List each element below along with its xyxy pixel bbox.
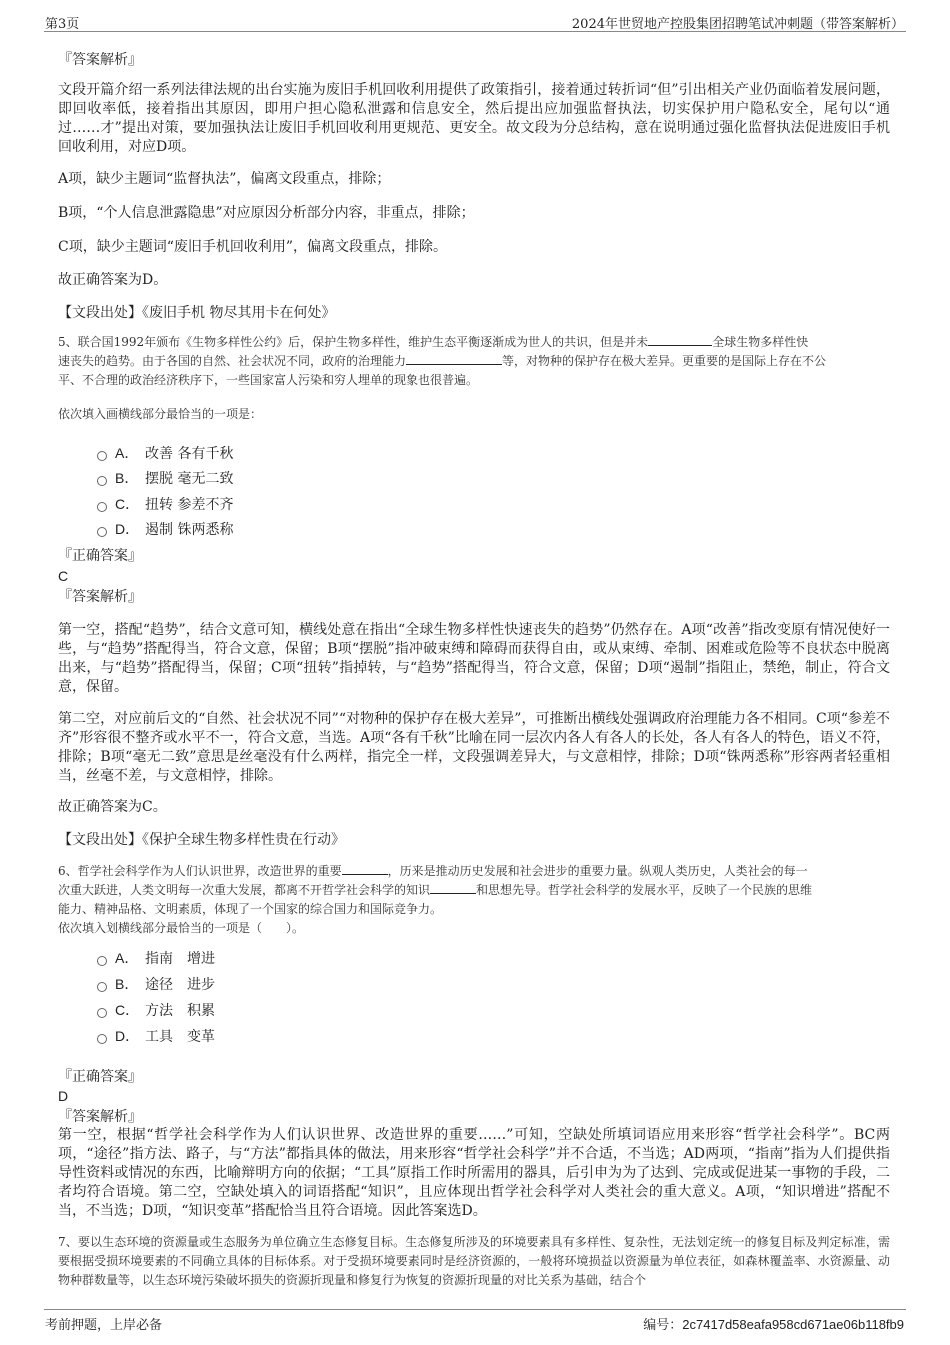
q6-stem-part: 能力、精神品格、文明素质，体现了一个国家的综合国力和国际竞争力。 xyxy=(58,902,443,916)
q5-blank-2 xyxy=(406,352,502,365)
q7-stem: 7、要以生态环境的资源量或生态服务为单位确立生态修复目标。生态修复所涉及的环境要素具有多样性、复杂性，无法划定统一的修复目标及判定标准，需要根据受损环境要素的不同确立具体的目标体系。对于受损环境要素同时是经济资源的，一般将环境损益以资源量为单位表征，如森林覆盖率、水资源量、动物种群数量等，以生态环境污染破坏损失的资源折现量和修复行为恢复的资源折现量的对比关系为基础，结合个 xyxy=(58,1235,890,1287)
q5-analysis-paragraph-1: 第一空，搭配“趋势”，结合文意可知，横线处意在指出“全球生物多样性快速丧失的趋势”仍然存在。A项“改善”指改变原有情况使好一些，与“趋势”搭配得当，符合文意，保留；B项“摆脱”指冲破束缚和障碍而获得自由，或从束缚、牵制、困难或危险等不良状态中脱离出来，与“趋势”搭配得当，保留；C项“扭转”指掉转，与“趋势”搭配得当，符合文意，保留；D项“遏制”指阻止，禁绝，制止，符合文意，保留。 xyxy=(58,622,890,695)
footer-rule xyxy=(44,1309,906,1310)
q5-source: 【文段出处】《保护全球生物多样性贵在行动》 xyxy=(58,832,345,848)
q6-blank-1 xyxy=(342,862,388,875)
q5-answer: C xyxy=(58,568,69,584)
q5-stem-part: 速丧失的趋势。由于各国的自然、社会状况不同，政府的治理能力 xyxy=(58,354,407,368)
radio-icon[interactable] xyxy=(97,1008,107,1018)
q5-stem-part: 等，对物种的保护存在极大差异。更重要的是国际上存在不公 xyxy=(502,354,827,368)
q6-option-d[interactable]: D． 工具 变革 xyxy=(97,1026,215,1047)
q6-analysis-paragraph: 第一空，根据“哲学社会科学作为人们认识世界、改造世界的重要……”可知，空缺处所填词语应用来形容“哲学社会科学”。BC两项，“途径”指方法、路子，与“方法”都指具体的做法，用来形容“哲学社会科学”并不合适，不当选；AD两项，“指南”指为人们提供指导性资料或情况的东西，比喻辩明方向的依据；“工具”原指工作时所需用的器具，后引申为为了达到、完成或促进某一事物的手段，二者均符合语境。第二空，空缺处填入的词语搭配“知识”，且应体现出哲学社会科学对人类社会的重大意义。A项，“知识增进”搭配不当，不当选；D项，“知识变革”搭配恰当且符合语境。因此答案选D。 xyxy=(58,1127,890,1219)
radio-icon[interactable] xyxy=(97,1034,107,1044)
q5-stem-part: 平、不合理的政治经济秩序下，一些国家富人污染和穷人埋单的现象也很普遍。 xyxy=(58,373,479,387)
q5-stem xyxy=(58,333,890,390)
q6-stem xyxy=(58,862,890,938)
q6-stem-part: 次重大跃进，人类文明每一次重大发展，都离不开哲学社会科学的知识 xyxy=(58,883,431,897)
radio-icon[interactable] xyxy=(97,502,107,512)
q6-option-c[interactable]: C． 方法 积累 xyxy=(97,1000,215,1021)
q4-conclusion: 故正确答案为D。 xyxy=(58,272,168,288)
q6-analysis-label: 『答案解析』 xyxy=(58,1109,142,1125)
page-header xyxy=(0,0,950,30)
q5-option-a[interactable]: A． 改善 各有千秋 xyxy=(97,443,233,464)
radio-icon[interactable] xyxy=(97,982,107,992)
q5-instruction: 依次填入画横线部分最恰当的一项是： xyxy=(58,407,263,421)
radio-icon[interactable] xyxy=(97,956,107,966)
q5-analysis-paragraph-2: 第二空，对应前后文的“自然、社会状况不同”“对物种的保护存在极大差异”，可推断出横线处强调政府治理能力各不相同。C项“参差不齐”形容很不整齐或水平不一，符合文意，当选。A项“各有千秋”比喻在同一层次内各人有各人的长处，各人有各人的特色，语义不符，排除；B项“毫无二致”意思是丝毫没有什么两样，指完全一样，文段强调差异大，与文意相悖，排除；D项“铢两悉称”形容两者轻重相当，丝毫不差，与文意相悖，排除。 xyxy=(58,711,890,784)
q4-analysis-paragraph: 文段开篇介绍一系列法律法规的出台实施为废旧手机回收利用提供了政策指引，接着通过转折词“但”引出相关产业仍面临着发展问题，即回收率低，接着指出其原因，即用户担心隐私泄露和信息安全，然后提出应加强监督执法，切实保护用户隐私安全，尾句以“通过……才”提出对策，要加强执法让废旧手机回收利用更规范、更安全。故文段为分总结构，意在说明通过强化监督执法促进废旧手机回收利用，对应D项。 xyxy=(58,82,890,155)
document-code: 编号：2c7417d58eafa958cd671ae06b118fb9 xyxy=(643,1317,904,1332)
q5-answer-label: 『正确答案』 xyxy=(58,548,142,564)
q5-stem-part: 5、联合国1992年颁布《生物多样性公约》后，保护生物多样性，维护生态平衡逐渐成为世人的共识，但是并未 xyxy=(58,335,649,349)
q6-instruction: 依次填入划横线部分最恰当的一项是（ ）。 xyxy=(58,921,305,935)
q5-blank-1 xyxy=(648,333,712,346)
q5-analysis-label: 『答案解析』 xyxy=(58,589,142,605)
q5-option-b[interactable]: B． 摆脱 毫无二致 xyxy=(97,468,233,489)
q5-stem-part: 全球生物多样性快 xyxy=(712,335,809,349)
q5-option-c[interactable]: C． 扭转 参差不齐 xyxy=(97,494,233,515)
q4-analysis-label: 『答案解析』 xyxy=(58,52,142,68)
q4-analysis-option-a: A项，缺少主题词“监督执法”，偏离文段重点，排除； xyxy=(58,171,391,187)
header-rule xyxy=(44,31,906,32)
radio-icon[interactable] xyxy=(97,527,107,537)
q5-conclusion: 故正确答案为C。 xyxy=(58,799,167,815)
q6-stem-part: 6、哲学社会科学作为人们认识世界，改造世界的重要 xyxy=(58,864,342,878)
q4-source: 【文段出处】《废旧手机 物尽其用卡在何处》 xyxy=(58,305,336,321)
q5-option-d[interactable]: D． 遏制 铢两悉称 xyxy=(97,519,233,540)
q6-option-a[interactable]: A． 指南 增进 xyxy=(97,948,215,969)
q4-analysis-option-c: C项，缺少主题词“废旧手机回收利用”，偏离文段重点，排除。 xyxy=(58,239,448,255)
page-number: 第3页 xyxy=(45,17,80,32)
radio-icon[interactable] xyxy=(97,451,107,461)
q6-answer: D xyxy=(58,1088,69,1104)
q4-analysis-option-b: B项，“个人信息泄露隐患”对应原因分析部分内容，非重点，排除； xyxy=(58,205,475,221)
document-title: 2024年世贸地产控股集团招聘笔试冲刺题（带答案解析） xyxy=(571,17,904,32)
q6-option-b[interactable]: B． 途径 进步 xyxy=(97,974,215,995)
q6-stem-part: ，历来是推动历史发展和社会进步的重要力量。纵观人类历史，人类社会的每一 xyxy=(387,864,808,878)
q6-stem-part: 和思想先导。哲学社会科学的发展水平，反映了一个民族的思维 xyxy=(476,883,813,897)
radio-icon[interactable] xyxy=(97,476,107,486)
footer-slogan: 考前押题，上岸必备 xyxy=(45,1318,163,1333)
q6-blank-2 xyxy=(430,881,476,894)
q6-answer-label: 『正确答案』 xyxy=(58,1069,142,1085)
